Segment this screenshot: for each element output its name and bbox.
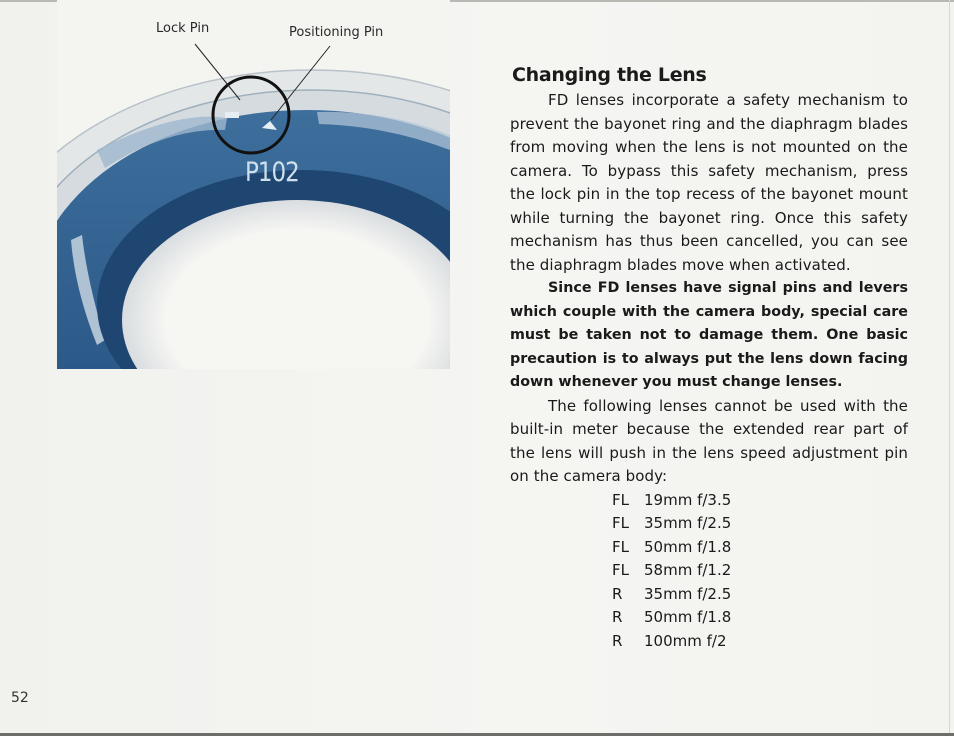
lens-spec: 50mm f/1.8	[644, 537, 732, 556]
right-edge	[949, 0, 950, 736]
list-item	[612, 536, 908, 560]
lens-spec: 50mm f/1.8	[644, 608, 732, 626]
list-item	[612, 559, 908, 583]
section-title: Changing the Lens	[512, 64, 707, 86]
lens-series: FL	[612, 514, 629, 532]
page-number: 52	[11, 690, 29, 706]
lens-mount-photo	[57, 0, 450, 369]
positioning-pin-callout: Positioning Pin	[289, 25, 384, 40]
list-item	[612, 630, 908, 654]
lens-series: R	[612, 584, 623, 603]
text-column	[510, 62, 908, 653]
lens-spec: 35mm f/2.5	[644, 584, 732, 603]
lens-series: R	[612, 631, 623, 650]
list-item	[612, 489, 908, 513]
lock-pin-callout: Lock Pin	[156, 21, 210, 36]
paragraph-safety-mechanism: FD lenses incorporate a safety mechanism to prevent the bayonet ring and the diaphragm blades from moving when the lens is not mounted on the camera. To bypass this safety mechanism, press the lock pin in the top recess of the bayonet mount while turning the bayonet ring. Once this safety mechanism has thus been cancelled, you can see the diaphragm blades move when activated.	[510, 91, 908, 274]
list-item	[612, 606, 908, 630]
lens-spec: 58mm f/1.2	[644, 561, 732, 579]
paragraph-incompatible-lenses: The following lenses cannot be used with the built-in meter because the extended rear part of the lens will push in the lens speed adjustment pin on the camera body:	[510, 396, 908, 485]
mount-stamp-text: P102	[245, 158, 299, 188]
list-item	[612, 512, 908, 536]
lens-series: FL	[612, 561, 629, 579]
lens-spec: 35mm f/2.5	[644, 514, 732, 532]
lens-series: R	[612, 608, 623, 626]
lens-series: FL	[612, 537, 629, 556]
lens-spec: 19mm f/3.5	[644, 490, 732, 509]
lens-series: FL	[612, 490, 629, 509]
list-item	[612, 583, 908, 607]
paragraph-precaution: Since FD lenses have signal pins and levers which couple with the camera body, special care must be taken not to damage them. One basic precaution is to always put the lens down facing down whenever you must change lenses.	[510, 280, 908, 390]
lens-list	[510, 489, 908, 654]
lens-spec: 100mm f/2	[644, 631, 727, 650]
